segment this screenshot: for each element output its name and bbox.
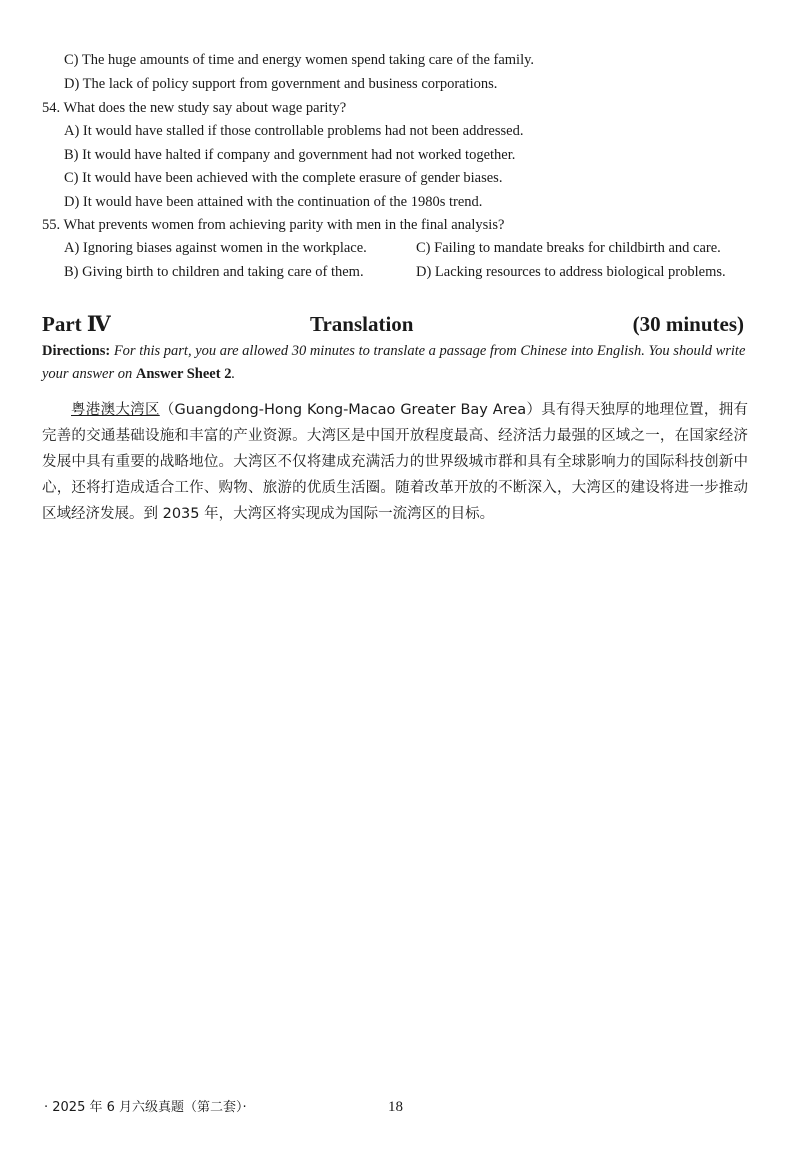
part-title: Translation — [310, 312, 414, 336]
q55-option-c: C) Failing to mandate breaks for childbirth and care. — [416, 240, 721, 256]
directions-label: Directions: — [42, 343, 111, 359]
part-header — [42, 310, 744, 338]
passage-body: （Guangdong-Hong Kong-Macao Greater Bay Area）具有得天独厚的地理位置，拥有完善的交通基础设施和丰富的产业资源。大湾区是中国开放程度最高、经济活力最强的区域之一，在国家经济发展中具有重要的战略地位。大湾区不仅将建成充满活力的世界级城市群和具有全球影响力的国际科技创新中心，还将打造成适合工作、购物、旅游的优质生活圈。随着改革开放的不断深入，大湾区的建设将进一步推动区域经济发展。到 2035 年，大湾区将实现成为国际一流湾区的目标。 — [42, 402, 748, 522]
footer-exam-label: · 2025 年 6 月六级真题（第二套）· — [44, 1100, 247, 1115]
directions — [42, 340, 746, 386]
q53-option-d: D) The lack of policy support from government and business corporations. — [64, 76, 498, 92]
answer-sheet-ref: Answer Sheet 2 — [135, 366, 232, 382]
q54-stem: 54. What does the new study say about wage parity? — [42, 100, 347, 116]
q55-option-b: B) Giving birth to children and taking care of them. — [64, 264, 364, 280]
part-number: Part Ⅳ — [42, 312, 111, 336]
directions-text: For this part, you are allowed 30 minutes to translate a passage from Chinese into English. You should write your answer on — [42, 343, 746, 382]
q55-option-d: D) Lacking resources to address biological problems. — [416, 264, 726, 280]
page-number: 18 — [388, 1099, 403, 1115]
q53-option-c: C) The huge amounts of time and energy women spend taking care of the family. — [64, 52, 535, 68]
passage-term: 粤港澳大湾区 — [71, 402, 160, 418]
translation-passage — [42, 397, 748, 527]
part-time: (30 minutes) — [632, 312, 744, 336]
q54-option-a: A) It would have stalled if those controllable problems had not been addressed. — [64, 123, 524, 139]
q54-option-d: D) It would have been attained with the continuation of the 1980s trend. — [64, 194, 483, 210]
q55-stem: 55. What prevents women from achieving parity with men in the final analysis? — [42, 217, 505, 233]
q54-option-b: B) It would have halted if company and government had not worked together. — [64, 147, 516, 163]
q55-option-a: A) Ignoring biases against women in the workplace. — [64, 240, 367, 256]
q54-option-c: C) It would have been achieved with the complete erasure of gender biases. — [64, 170, 503, 186]
directions-end: . — [231, 366, 236, 382]
